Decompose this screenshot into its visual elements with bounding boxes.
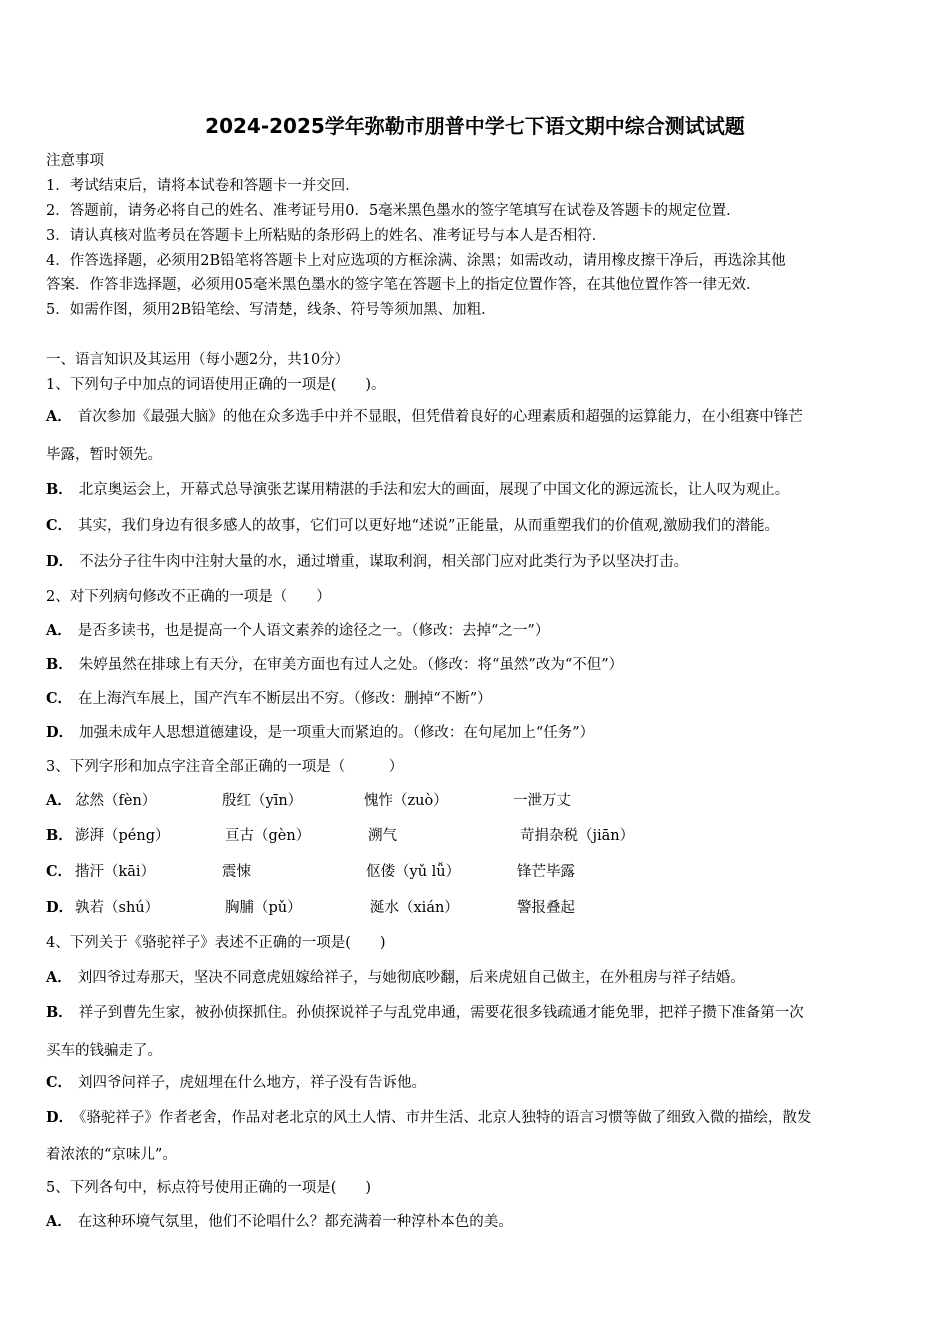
q4-option-d xyxy=(46,1108,811,1128)
q2-option-d xyxy=(46,723,594,743)
q3-cell: 亘古（gèn） xyxy=(225,828,311,844)
option-label: D． xyxy=(46,724,74,741)
q4-option-a xyxy=(46,968,745,988)
option-text: 其实，我们身边有很多感人的故事，它们可以更好地“述说”正能量，从而重塑我们的价值观,激励我们的潜能。 xyxy=(78,518,779,534)
q2-option-b xyxy=(46,655,623,675)
option-label: B． xyxy=(46,481,73,498)
option-text: 刘四爷过寿那天，坚决不同意虎妞嫁给祥子，与她彻底吵翻，后来虎妞自己做主，在外租房与祥子结婚。 xyxy=(77,970,745,986)
q1-option-a-cont: 毕露，暂时领先。 xyxy=(46,447,162,463)
q3-cell: 涎水（xián） xyxy=(370,900,459,916)
q5-stem: 5、下列各句中，标点符号使用正确的一项是( ) xyxy=(46,1180,372,1196)
option-text: 祥子到曹先生家，被孙侦探抓住。孙侦探说祥子与乱党串通，需要花很多钱疏通才能免罪，把祥子攒下准备第一次 xyxy=(78,1005,804,1021)
q3-cell: 澎湃（péng） xyxy=(75,828,170,844)
option-label: C． xyxy=(46,863,73,880)
notice-line: 3．请认真核对监考员在答题卡上所粘贴的条形码上的姓名、准考证号与本人是否相符． xyxy=(46,228,607,244)
option-label: A． xyxy=(46,408,72,425)
option-label: A． xyxy=(46,969,72,986)
option-label: B． xyxy=(46,656,73,673)
option-text: 是否多读书，也是提高一个人语文素养的途径之一。（修改：去掉“之一”） xyxy=(77,623,550,639)
option-label: A． xyxy=(46,1213,72,1230)
q1-option-b xyxy=(46,480,789,500)
q1-option-c xyxy=(46,516,779,536)
q1-option-d xyxy=(46,552,688,572)
option-text: 不法分子往牛肉中注射大量的水，通过增重，谋取利润，相关部门应对此类行为予以坚决打击。 xyxy=(79,554,689,570)
option-text: 在这种环境气氛里，他们不论唱什么？都充满着一种淳朴本色的美。 xyxy=(77,1214,513,1230)
q1-stem: 1、下列句子中加点的词语使用正确的一项是( )。 xyxy=(46,377,386,393)
q4-option-d-cont: 着浓浓的“京味儿”。 xyxy=(46,1147,177,1163)
q3-cell: 愧怍（zuò） xyxy=(364,793,448,809)
q3-cell: 伛偻（yǔ lǚ） xyxy=(366,864,461,880)
section-heading: 一、语言知识及其运用（每小题2分，共10分） xyxy=(46,352,350,368)
q3-cell: 胸脯（pǔ） xyxy=(225,900,302,916)
option-text: 首次参加《最强大脑》的他在众多选手中并不显眼，但凭借着良好的心理素质和超强的运算能力，在小组赛中锋芒 xyxy=(77,409,803,425)
option-label: D． xyxy=(46,899,74,916)
option-label: D． xyxy=(46,1109,74,1126)
notice-heading: 注意事项 xyxy=(46,153,104,169)
notice-line: 4．作答选择题，必须用2B铅笔将答题卡上对应选项的方框涂满、涂黑；如需改动，请用橡皮擦干净后，再选涂其他 xyxy=(46,253,786,269)
q3-cell: 殷红（yīn） xyxy=(222,793,303,809)
exam-title: 2024-2025学年弥勒市朋普中学七下语文期中综合测试试题 xyxy=(205,114,745,138)
q3-cell: 揩汗（kāi） xyxy=(75,864,156,880)
q4-option-c xyxy=(46,1073,426,1093)
q5-option-a xyxy=(46,1212,513,1232)
option-label: B． xyxy=(46,827,73,844)
option-text: 朱婷虽然在排球上有天分，在审美方面也有过人之处。（修改：将“虽然”改为“不但”） xyxy=(78,657,624,673)
option-text: 刘四爷问祥子，虎妞埋在什么地方，祥子没有告诉他。 xyxy=(78,1075,427,1091)
option-label: B． xyxy=(46,1004,73,1021)
q4-option-b-cont: 买车的钱骗走了。 xyxy=(46,1043,162,1059)
notice-line: 答案．作答非选择题，必须用05毫米黑色墨水的签字笔在答题卡上的指定位置作答，在其他位置作答一律无效． xyxy=(46,277,761,293)
q4-stem: 4、下列关于《骆驼祥子》表述不正确的一项是( ) xyxy=(46,935,386,951)
option-text: 《骆驼祥子》作者老舍，作品对老北京的风土人情、市井生活、北京人独特的语言习惯等做了细致入微的描绘，散发 xyxy=(79,1110,812,1126)
q3-cell: 震悚 xyxy=(222,864,251,880)
notice-line: 5．如需作图，须用2B铅笔绘、写清楚，线条、符号等须加黑、加粗． xyxy=(46,302,496,318)
option-label: A． xyxy=(46,792,72,809)
q3-cell: 警报叠起 xyxy=(517,900,575,916)
q3-cell: 忿然（fèn） xyxy=(75,793,157,809)
option-label: C． xyxy=(46,517,73,534)
option-label: C． xyxy=(46,690,73,707)
option-label: C． xyxy=(46,1074,73,1091)
q2-option-c xyxy=(46,689,492,709)
option-text: 在上海汽车展上，国产汽车不断层出不穷。（修改：删掉“不断”） xyxy=(78,691,492,707)
option-label: A． xyxy=(46,622,72,639)
q3-cell: 孰若（shú） xyxy=(75,900,160,916)
option-text: 北京奥运会上，开幕式总导演张艺谋用精湛的手法和宏大的画面，展现了中国文化的源远流长，让人叹为观止。 xyxy=(78,482,790,498)
q3-cell: 溯气 xyxy=(368,828,397,844)
q3-cell: 一泄万丈 xyxy=(513,793,571,809)
notice-line: 1．考试结束后，请将本试卷和答题卡一并交回． xyxy=(46,178,360,194)
q2-option-a xyxy=(46,621,549,641)
option-label: D． xyxy=(46,553,74,570)
q1-option-a xyxy=(46,407,803,427)
notice-line: 2．答题前，请务必将自己的姓名、准考证号用0．5毫米黑色墨水的签字笔填写在试卷及答题卡的规定位置． xyxy=(46,203,741,219)
q3-stem: 3、下列字形和加点字注音全部正确的一项是（ ） xyxy=(46,759,404,775)
q2-stem: 2、对下列病句修改不正确的一项是（ ） xyxy=(46,589,331,605)
q3-cell: 苛捐杂税（jiān） xyxy=(520,828,635,844)
q3-cell: 锋芒毕露 xyxy=(517,864,575,880)
option-text: 加强未成年人思想道德建设，是一项重大而紧迫的。（修改：在句尾加上“任务”） xyxy=(79,725,595,741)
q4-option-b xyxy=(46,1003,804,1023)
